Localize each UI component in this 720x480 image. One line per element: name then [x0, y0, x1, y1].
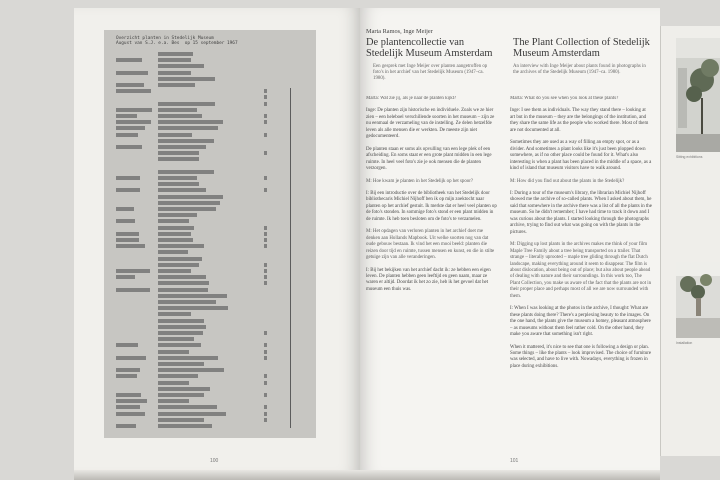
interior-photo-bottom — [676, 262, 720, 338]
english-text-column — [510, 96, 652, 468]
typescript-plant-entry — [158, 350, 189, 354]
typescript-plant-entry — [158, 139, 214, 143]
typescript-plant-entry — [158, 114, 202, 118]
paragraph: Inge: De planten zijn historische en individuele. Zoals we ze hier zien – een heleboel verschillende soorten in het museum – zijn ze nu eenmaal de verzameling van de instelling. Ze delen hetzelfde leven als alle mensen die er werkten. De meeste zijn niet gedocumenteerd. — [366, 108, 495, 140]
typescript-count — [264, 95, 267, 99]
typescript-plant-entry — [158, 412, 226, 416]
typescript-plant-entry — [158, 362, 204, 366]
typescript-count — [264, 374, 267, 378]
paragraph: M: Digging up lost plants in the archives makes me think of your film Maple Tree Family about a tree being transported on a trailer. That strange – literally uprooted – maple tree gliding through the flat Dutch landscape, making everything around it seem to disappear. The film is about dislocation, about being out of place; but also about people ahead of dealing with nature and their surroundings. In this work too, The Plant Collection, you make us aware of the fact that the plants are not in their proper place and perhaps most of all we are now surrounded with them. — [510, 242, 652, 299]
typescript-left-entry — [116, 89, 151, 93]
typescript-count — [264, 238, 267, 242]
typescript-plant-entry — [158, 405, 217, 409]
typescript-left-entry — [116, 133, 138, 137]
typescript-count — [264, 331, 267, 335]
typescript-left-entry — [116, 145, 142, 149]
paragraph: I: During a tour of the museum's library, the librarian Michiel Nijhoff showed me the archive of so-called plants. When I asked about them, he said that somewhere in the archive there was a list of all the plants in the museum. So he didn't remember; I have had time to track it down and I was curious about the plants. I started looking through the photographs archive, trying to find out what was going on with the plants in the pictures. — [510, 190, 652, 235]
paragraph: De planten staan er soms als opvulling van een lege plek of een afscheiding. En soms staat er een grote plant midden in een lege ruimte. In heel veel foto's zie je ook mensen die de planten verzorgen. — [366, 146, 492, 172]
typescript-plant-entry — [158, 238, 193, 242]
typescript-count — [264, 275, 267, 279]
typescript-count — [264, 226, 267, 230]
typescript-plant-entry — [158, 418, 204, 422]
typescript-plant-entry — [158, 288, 208, 292]
typescript-plant-entry — [158, 77, 215, 81]
typescript-count — [264, 102, 267, 106]
typescript-left-entry — [116, 83, 144, 87]
typescript-left-entry — [116, 238, 139, 242]
typescript-plant-entry — [158, 399, 189, 403]
typescript-left-entry — [116, 405, 140, 409]
typescript-count — [264, 350, 267, 354]
typescript-plant-entry — [158, 108, 197, 112]
left-page-number: 100 — [210, 458, 219, 464]
article-authors: Marta Ramos, Inge Meijer — [366, 28, 433, 35]
typescript-left-entry — [116, 219, 135, 223]
paragraph: Marta: What do you see when you look at these plants? — [510, 96, 619, 101]
typescript-plant-entry — [158, 368, 224, 372]
typescript-plant-entry — [158, 393, 204, 397]
typescript-count — [264, 176, 267, 180]
paragraph: M: Hoe kwam je planten in het Stedelijk op het spoor? — [366, 178, 474, 184]
typescript-left-entry — [116, 244, 145, 248]
paragraph: M: Het opdagen van verloren planten in het archief doet me denken aan Hollands Mapbook. Uit welke soorten nog van dat oude gebouw bestaan. Ik vind het een mooi beeld: planten die reizen door tijd en ruimte, tussen mensen en kunst, en die in stilte getuige zijn van alle veranderingen. — [366, 229, 495, 261]
typescript-plant-entry — [158, 176, 197, 180]
typescript-plant-entry — [158, 244, 204, 248]
typescript-left-entry — [116, 399, 147, 403]
typescript-plant-entry — [158, 83, 195, 87]
typescript-plant-entry — [158, 325, 206, 329]
typescript-margin-rule — [290, 88, 291, 428]
typescript-plant-entry — [158, 145, 206, 149]
typescript-plant-entry — [158, 64, 204, 68]
typescript-count — [264, 151, 267, 155]
paragraph: Marta: Wat zie jij, als je naar de planten kijkt? — [366, 96, 457, 101]
typescript-left-entry — [116, 108, 152, 112]
typescript-plant-entry — [158, 126, 218, 130]
typescript-left-entry — [116, 269, 150, 273]
typescript-plant-entry — [158, 133, 192, 137]
paragraph: M: How did you find out about the plants in the Stedelijk? — [510, 178, 625, 184]
typescript-count — [264, 343, 267, 347]
typescript-left-entry — [116, 71, 148, 75]
typescript-count — [264, 418, 267, 422]
photo-top-caption: Sitting exhibitions — [676, 155, 703, 159]
typescript-count — [264, 393, 267, 397]
typescript-left-entry — [116, 374, 137, 378]
typescript-left-entry — [116, 188, 140, 192]
typescript-plant-entry — [158, 306, 228, 310]
typescript-plant-entry — [158, 213, 197, 217]
typescript-document-image — [104, 30, 316, 438]
paragraph: Inge: I see them as individuals. The way they stand there – looking at art but in the museum – they are the belongings of the institution, and they share the same life as the people who worked there. Most of them are not documented at all. — [510, 108, 649, 133]
typescript-plant-entry — [158, 343, 201, 347]
typescript-plant-entry — [158, 281, 209, 285]
typescript-count — [264, 114, 267, 118]
typescript-count — [264, 244, 267, 248]
typescript-plant-entry — [158, 182, 199, 186]
typescript-plant-entry — [158, 201, 220, 205]
typescript-count — [264, 412, 267, 416]
typescript-left-entry — [116, 114, 137, 118]
typescript-left-entry — [116, 288, 150, 292]
typescript-left-entry — [116, 120, 151, 124]
typescript-count — [264, 89, 267, 93]
typescript-count — [264, 188, 267, 192]
typescript-plant-entry — [158, 331, 203, 335]
typescript-plant-entry — [158, 257, 202, 261]
typescript-left-entry — [116, 424, 136, 428]
typescript-count — [264, 381, 267, 385]
typescript-count — [264, 232, 267, 236]
article-title-english: The Plant Collection of Stedelijk Museum Amsterdam — [513, 37, 650, 59]
dutch-text-column — [366, 96, 498, 468]
paragraph: I: When I was looking at the photos in the archive, I thought: What are these plants doing there? There's a perplexing beauty to the images. On the one hand, the plants give the museum a homey, pleasant atmosphere – as museums without them feel rather cold. On the other hand, they make you aware that something isn't right. — [510, 306, 651, 338]
typescript-plant-entry — [158, 58, 191, 62]
typescript-left-entry — [116, 393, 141, 397]
paragraph: Sometimes they are used as a way of filling an empty spot, or as a divider. And sometimes a plant looks like it's just been plopped down somewhere, as if no other place could be found for it. What's also interesting is when a plant has been placed in the middle of a space, as a kind of island that museum visitors have to walk around. — [510, 140, 652, 172]
article-intro-english: An interview with Inge Meijer about plants found in photographs in the archives of the Stedelijk Museum (1947–ca. 1980). — [513, 64, 646, 75]
typescript-plant-entry — [158, 232, 191, 236]
typescript-count — [264, 133, 267, 137]
typescript-left-entry — [116, 176, 140, 180]
typescript-plant-entry — [158, 269, 191, 273]
typescript-plant-entry — [158, 263, 199, 267]
typescript-count — [264, 263, 267, 267]
typescript-plant-entry — [158, 157, 199, 161]
typescript-count — [264, 281, 267, 285]
interior-photo-top — [676, 38, 720, 152]
article-title-dutch: De plantencollectie van Stedelijk Museum Amsterdam — [366, 37, 493, 59]
typescript-left-entry — [116, 412, 145, 416]
typescript-plant-entry — [158, 219, 189, 223]
typescript-plant-entry — [158, 195, 223, 199]
typescript-left-entry — [116, 356, 146, 360]
typescript-plant-entry — [158, 71, 191, 75]
right-page-number: 101 — [510, 458, 519, 464]
page-edges — [74, 470, 660, 480]
typescript-plant-entry — [158, 275, 206, 279]
typescript-plant-entry — [158, 356, 218, 360]
paragraph: I: Bij een introductie over de bibliotheek van het Stedelijk door bibliothecaris Michiel Nijhoff ben ik op mijn zoektocht naar planten op het archief gestuit. Ik merkte dat er heel veel planten op de foto's stonden. In sommige foto's stond er een plant midden in de ruimte. Ik heb toen besloten om de foto's te verzamelen. — [366, 190, 497, 222]
typescript-left-entry — [116, 275, 135, 279]
typescript-left-entry — [116, 207, 134, 211]
photo-bottom-caption: Installation — [676, 341, 693, 345]
typescript-left-entry — [116, 126, 145, 130]
typescript-plant-entry — [158, 387, 210, 391]
typescript-plant-entry — [158, 300, 216, 304]
paragraph: I: Bij het bekijken van het archief dacht ik: ze hebben een eigen leven. De planten hebben geen leeftijd en geen naam, maar ze waren er altijd. Doordat ik het zo zie, heb ik het gevoel dat het museum een thuis was. — [366, 267, 491, 292]
typescript-plant-entry — [158, 170, 214, 174]
typescript-count — [264, 356, 267, 360]
typescript-plant-entry — [158, 312, 191, 316]
article-intro-dutch: Een gesprek met Inge Meijer over planten aangetroffen op foto's in het archief van het Stedelijk Museum (1947–ca. 1980). — [373, 64, 488, 81]
typescript-count — [264, 269, 267, 273]
typescript-left-entry — [116, 232, 139, 236]
typescript-plant-entry — [158, 250, 188, 254]
typescript-plant-entry — [158, 226, 194, 230]
typescript-plant-entry — [158, 424, 212, 428]
typescript-plant-entry — [158, 120, 223, 124]
typescript-plant-entry — [158, 52, 193, 56]
typescript-count — [264, 120, 267, 124]
typescript-plant-entry — [158, 319, 204, 323]
typescript-count — [264, 405, 267, 409]
typescript-plant-entry — [158, 188, 206, 192]
typescript-plant-entry — [158, 102, 215, 106]
typescript-plant-entry — [158, 294, 227, 298]
typescript-heading: Overzicht planten in Stedelijk Museum August van S.J. e.a. Bes op 15 september 1967 — [116, 36, 238, 47]
paragraph: When it mattered, it's nice to see that one is following a design or plan. Some things – like the plants – look improvised. The choice of furniture was selected, and have to live with. Nowadays, everything is frozen in place during exhibitions. — [510, 344, 652, 369]
typescript-plant-entry — [158, 337, 194, 341]
typescript-left-entry — [116, 58, 142, 62]
typescript-plant-entry — [158, 381, 189, 385]
typescript-plant-entry — [158, 374, 198, 378]
typescript-left-entry — [116, 343, 138, 347]
typescript-plant-entry — [158, 151, 199, 155]
typescript-left-entry — [116, 368, 140, 372]
typescript-plant-entry — [158, 207, 216, 211]
